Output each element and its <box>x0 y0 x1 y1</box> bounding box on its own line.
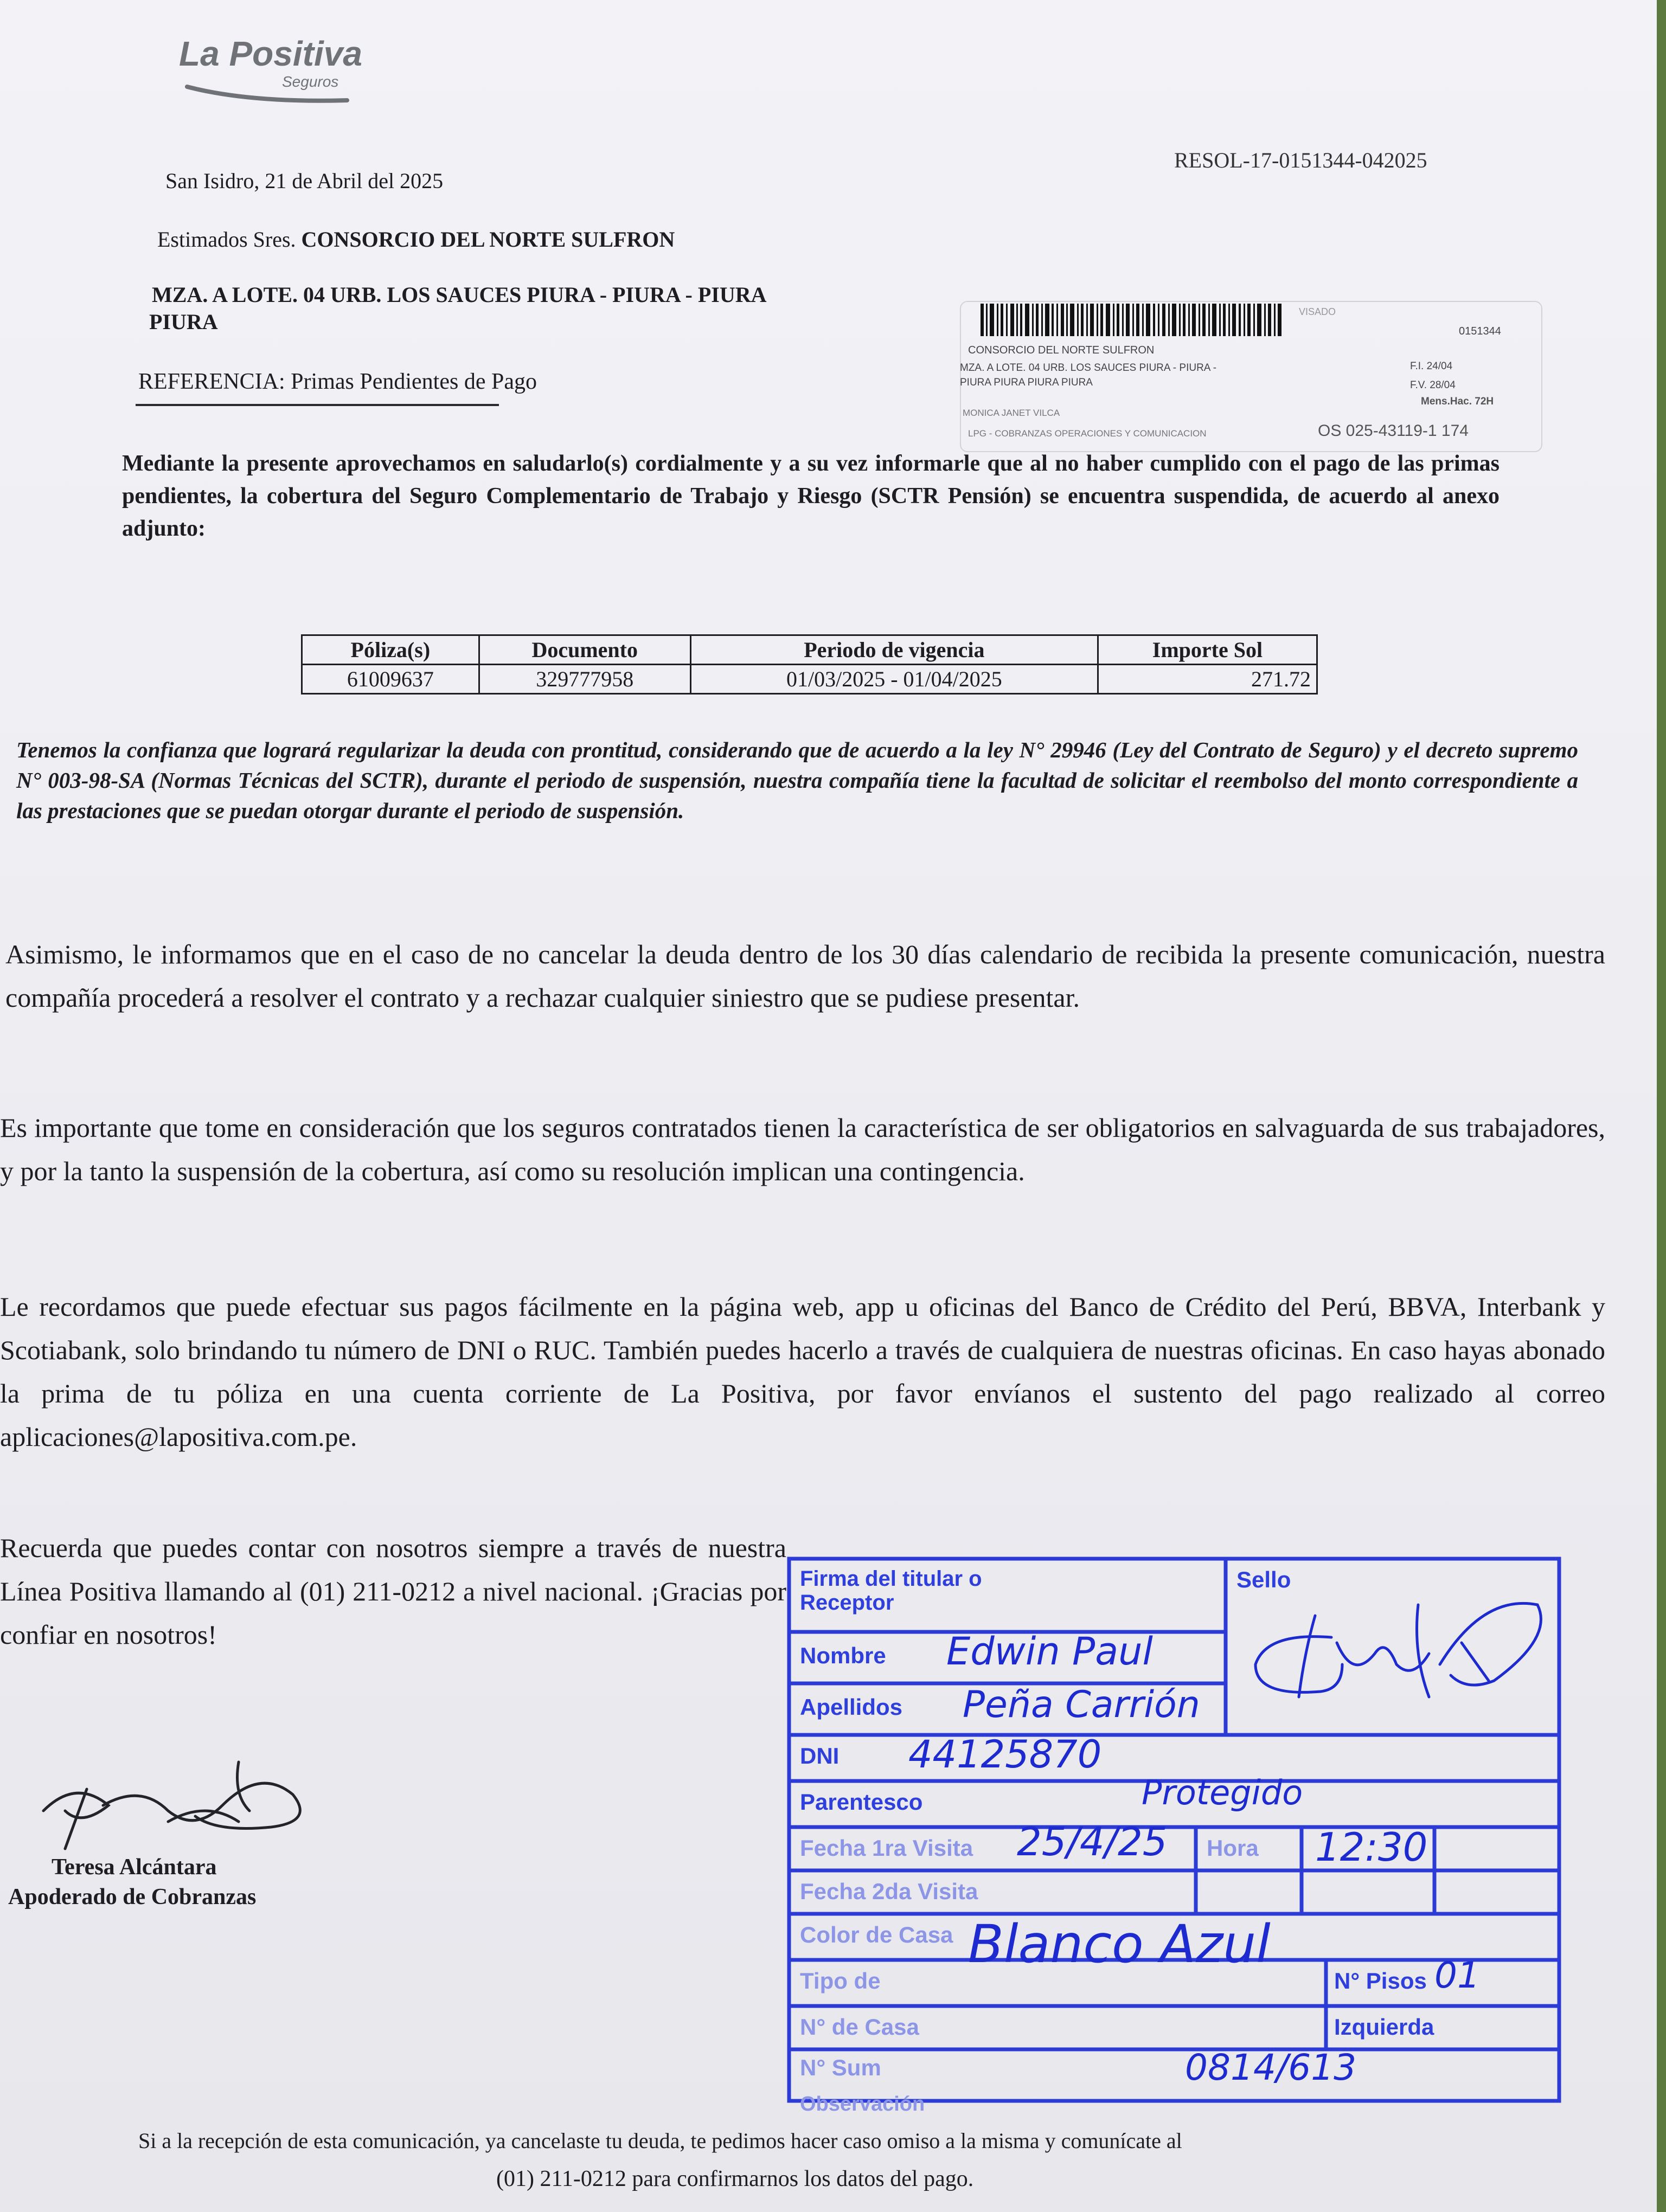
table-header: Póliza(s) <box>302 635 479 665</box>
handwritten-suministro: 0814/613 <box>1185 2047 1357 2088</box>
table-cell: 329777958 <box>479 665 690 694</box>
handwritten-apellidos: Peña Carrión <box>963 1683 1200 1726</box>
mailing-address-2: PIURA PIURA PIURA PIURA <box>960 377 1093 388</box>
table-header-row <box>302 635 1317 665</box>
policy-table <box>301 634 1318 695</box>
stamp-label-firma: Firma del titular o Receptor <box>800 1567 982 1615</box>
handwritten-hora: 12:30 <box>1315 1824 1428 1870</box>
handwritten-fecha: 25/4/25 <box>1017 1819 1168 1864</box>
mailing-stamp: VISADO <box>1299 306 1336 317</box>
table-cell: 01/03/2025 - 01/04/2025 <box>690 665 1098 694</box>
stamp-label-tipo: Tipo de <box>800 1968 881 1994</box>
stamp-label-observacion: Observación <box>800 2093 925 2115</box>
mailing-os: OS 025-43119-1 174 <box>1318 422 1469 440</box>
greeting <box>157 227 675 252</box>
handwritten-pisos: 01 <box>1434 1954 1480 1996</box>
table-header: Documento <box>479 635 690 665</box>
signature-image <box>33 1746 336 1854</box>
address-line-1: MZA. A LOTE. 04 URB. LOS SAUCES PIURA - PIURA - PIURA <box>152 282 767 307</box>
table-header: Importe Sol <box>1098 635 1317 665</box>
stamp-label-color: Color de Casa <box>800 1922 953 1947</box>
signatory-role: Apoderado de Cobranzas <box>8 1885 257 1909</box>
paragraph-6: Recuerda que puedes contar con nosotros siempre a través de nuestra Línea Positiva llamando al (01) 211-0212 a nivel nacional. ¡Gracias por confiar en nosotros! <box>0 1533 786 1650</box>
stamp-label-suministro: N° Sum <box>800 2055 881 2080</box>
table-row <box>302 665 1317 694</box>
logo-subtitle: Seguros <box>282 73 339 90</box>
paragraph-3: Asimismo, le informamos que en el caso de no cancelar la deuda dentro de los 30 días calendario de recibida la presente comunicación, nuestra compañía procederá a resolver el contrato y a rechazar cualquier siniestro que se pudiese presentar. <box>5 939 1605 1013</box>
footer-line-2: (01) 211-0212 para confirmarnos los datos del pago. <box>496 2166 974 2191</box>
barcode-icon <box>981 304 1284 342</box>
stamp-label-izquierda: Izquierda <box>1334 2014 1434 2040</box>
handwritten-parentesco: Protegido <box>1142 1773 1303 1812</box>
mailing-department: LPG - COBRANZAS OPERACIONES Y COMUNICACION <box>968 428 1207 439</box>
stamp-label-nombre: Nombre <box>800 1643 886 1668</box>
mailing-mens: Mens.Hac. 72H <box>1421 396 1494 407</box>
mailing-name: CONSORCIO DEL NORTE SULFRON <box>968 344 1155 356</box>
paragraph-5: Le recordamos que puede efectuar sus pagos fácilmente en la página web, app u oficinas del Banco de Crédito del Perú, BBVA, Interbank y Scotiabank, solo brindando tu número de DNI o RUC. También puedes hacerlo a través de cualquiera de nuestras oficinas. En caso hayas abonado la prima de tu póliza en una cuenta corriente de La Positiva, por favor envíanos el sustento del pago realizado al correo aplicaciones@lapositiva.com.pe. <box>0 1291 1605 1452</box>
mailing-address-1: MZA. A LOTE. 04 URB. LOS SAUCES PIURA - PIURA - <box>960 362 1217 374</box>
mailing-code: 0151344 <box>1459 325 1501 337</box>
reception-stamp <box>784 1556 1565 2120</box>
company-logo: La Positiva <box>179 34 362 73</box>
table-header: Periodo de vigencia <box>690 635 1098 665</box>
stamp-label-sello: Sello <box>1236 1567 1291 1592</box>
address-line-2: PIURA <box>149 310 218 334</box>
reference-underline <box>136 404 499 406</box>
greeting-prefix: Estimados Sres. <box>157 227 296 252</box>
paragraph-1: Mediante la presente aprovechamos en saludarlo(s) cordialmente y a su vez informarle que al no haber cumplido con el pago de las primas pendientes, la cobertura del Seguro Complementario de Trabajo y Riesgo (SCTR Pensión) se encuentra suspendida, de acuerdo al anexo adjunto: <box>122 451 1500 541</box>
stamp-label-fecha-1: Fecha 1ra Visita <box>800 1835 973 1861</box>
receiver-signature-image <box>1234 1572 1559 1729</box>
handwritten-color: Blanco Azul <box>968 1914 1271 1975</box>
reference: REFERENCIA: Primas Pendientes de Pago <box>138 369 537 394</box>
handwritten-dni: 44125870 <box>908 1732 1102 1777</box>
stamp-label-pisos: N° Pisos <box>1334 1968 1427 1994</box>
stamp-label-hora: Hora <box>1207 1835 1259 1861</box>
paragraph-4: Es importante que tome en consideración que los seguros contratados tienen la característica de ser obligatorios en salvaguarda de sus trabajadores, y por la tanto la suspensión de la cobertura, así como su resolución implican una contingencia. <box>0 1113 1605 1186</box>
resolution-code: RESOL-17-0151344-042025 <box>1174 148 1427 172</box>
letter-date: San Isidro, 21 de Abril del 2025 <box>165 169 444 193</box>
stamp-label-fecha-2: Fecha 2da Visita <box>800 1879 978 1904</box>
stamp-label-apellidos: Apellidos <box>800 1694 903 1720</box>
table-cell: 61009637 <box>302 665 479 694</box>
stamp-label-ncasa: N° de Casa <box>800 2014 919 2040</box>
recipient-name: CONSORCIO DEL NORTE SULFRON <box>301 227 675 252</box>
mailing-fi: F.I. 24/04 <box>1410 361 1453 372</box>
mailing-fv: F.V. 28/04 <box>1410 380 1456 391</box>
paragraph-2: Tenemos la confianza que logrará regularizar la deuda con prontitud, considerando que de acuerdo a la ley N° 29946 (Ley del Contrato de Seguro) y el decreto supremo N° 003-98-SA (Normas Técnicas del SCTR), durante el periodo de suspensión, nuestra compañía tiene la facultad de solicitar el reembolso del monto correspondiente a las prestaciones que se puedan otorgar durante el periodo de suspensión. <box>16 737 1578 823</box>
stamp-label-dni: DNI <box>800 1743 840 1769</box>
footer-line-1: Si a la recepción de esta comunicación, ya cancelaste tu deuda, te pedimos hacer caso omiso a la misma y comunícate al <box>138 2129 1182 2153</box>
signatory-name: Teresa Alcántara <box>52 1855 217 1880</box>
mailing-person: MONICA JANET VILCA <box>963 408 1060 418</box>
stamp-label-parentesco: Parentesco <box>800 1789 923 1815</box>
handwritten-nombre: Edwin Paul <box>946 1629 1153 1674</box>
table-cell: 271.72 <box>1098 665 1317 694</box>
